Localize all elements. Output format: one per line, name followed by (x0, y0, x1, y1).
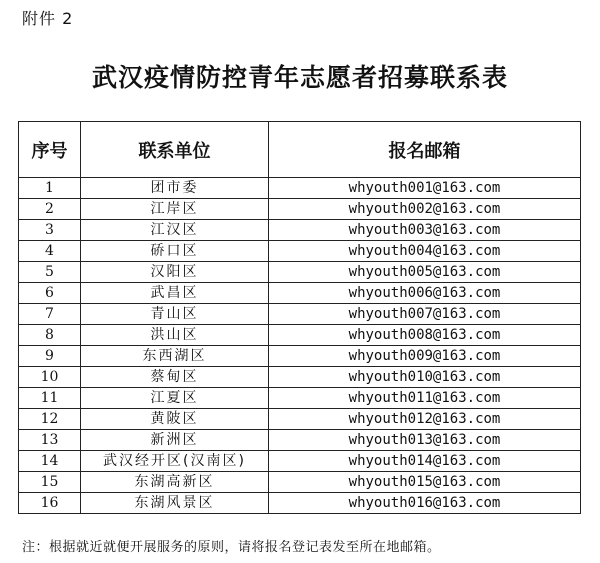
table-row (19, 451, 581, 472)
row-number: 10 (19, 367, 81, 388)
table-row (19, 367, 581, 388)
row-contact-unit: 黄陂区 (81, 409, 269, 430)
table-header-row (19, 122, 581, 178)
row-contact-unit: 蔡甸区 (81, 367, 269, 388)
table-row (19, 325, 581, 346)
row-number: 5 (19, 262, 81, 283)
table-row (19, 388, 581, 409)
row-number: 13 (19, 430, 81, 451)
row-email: whyouth001@163.com (269, 178, 581, 199)
row-email: whyouth009@163.com (269, 346, 581, 367)
row-email: whyouth004@163.com (269, 241, 581, 262)
row-contact-unit: 青山区 (81, 304, 269, 325)
row-contact-unit: 团市委 (81, 178, 269, 199)
row-email: whyouth016@163.com (269, 493, 581, 514)
row-contact-unit: 江汉区 (81, 220, 269, 241)
row-email: whyouth010@163.com (269, 367, 581, 388)
row-number: 3 (19, 220, 81, 241)
attachment-label: 附件 2 (22, 9, 74, 28)
table-row (19, 262, 581, 283)
row-contact-unit: 江岸区 (81, 199, 269, 220)
row-number: 7 (19, 304, 81, 325)
row-contact-unit: 东湖高新区 (81, 472, 269, 493)
row-contact-unit: 新洲区 (81, 430, 269, 451)
row-email: whyouth015@163.com (269, 472, 581, 493)
row-number: 15 (19, 472, 81, 493)
row-number: 11 (19, 388, 81, 409)
header-signup-email: 报名邮箱 (269, 122, 581, 178)
row-email: whyouth005@163.com (269, 262, 581, 283)
table-row (19, 220, 581, 241)
row-contact-unit: 武汉经开区(汉南区) (81, 451, 269, 472)
table-row (19, 241, 581, 262)
row-number: 14 (19, 451, 81, 472)
row-number: 9 (19, 346, 81, 367)
row-email: whyouth007@163.com (269, 304, 581, 325)
table-row (19, 178, 581, 199)
row-email: whyouth014@163.com (269, 451, 581, 472)
table-row (19, 493, 581, 514)
header-contact-unit: 联系单位 (81, 122, 269, 178)
row-email: whyouth002@163.com (269, 199, 581, 220)
table-row (19, 472, 581, 493)
row-email: whyouth003@163.com (269, 220, 581, 241)
row-contact-unit: 江夏区 (81, 388, 269, 409)
footnote: 注：根据就近就便开展服务的原则，请将报名登记表发至所在地邮箱。 (22, 540, 441, 555)
contact-table (18, 121, 581, 514)
row-contact-unit: 东西湖区 (81, 346, 269, 367)
row-contact-unit: 硚口区 (81, 241, 269, 262)
row-number: 2 (19, 199, 81, 220)
row-email: whyouth008@163.com (269, 325, 581, 346)
row-contact-unit: 东湖风景区 (81, 493, 269, 514)
row-contact-unit: 洪山区 (81, 325, 269, 346)
row-number: 4 (19, 241, 81, 262)
row-number: 8 (19, 325, 81, 346)
row-number: 1 (19, 178, 81, 199)
row-email: whyouth006@163.com (269, 283, 581, 304)
row-email: whyouth013@163.com (269, 430, 581, 451)
table-row (19, 304, 581, 325)
table-row (19, 430, 581, 451)
row-number: 12 (19, 409, 81, 430)
row-email: whyouth011@163.com (269, 388, 581, 409)
row-number: 6 (19, 283, 81, 304)
table-row (19, 199, 581, 220)
table-row (19, 409, 581, 430)
row-contact-unit: 武昌区 (81, 283, 269, 304)
table-row (19, 283, 581, 304)
row-number: 16 (19, 493, 81, 514)
row-email: whyouth012@163.com (269, 409, 581, 430)
header-serial-number: 序号 (19, 122, 81, 178)
table-row (19, 346, 581, 367)
row-contact-unit: 汉阳区 (81, 262, 269, 283)
document-title: 武汉疫情防控青年志愿者招募联系表 (91, 63, 508, 92)
